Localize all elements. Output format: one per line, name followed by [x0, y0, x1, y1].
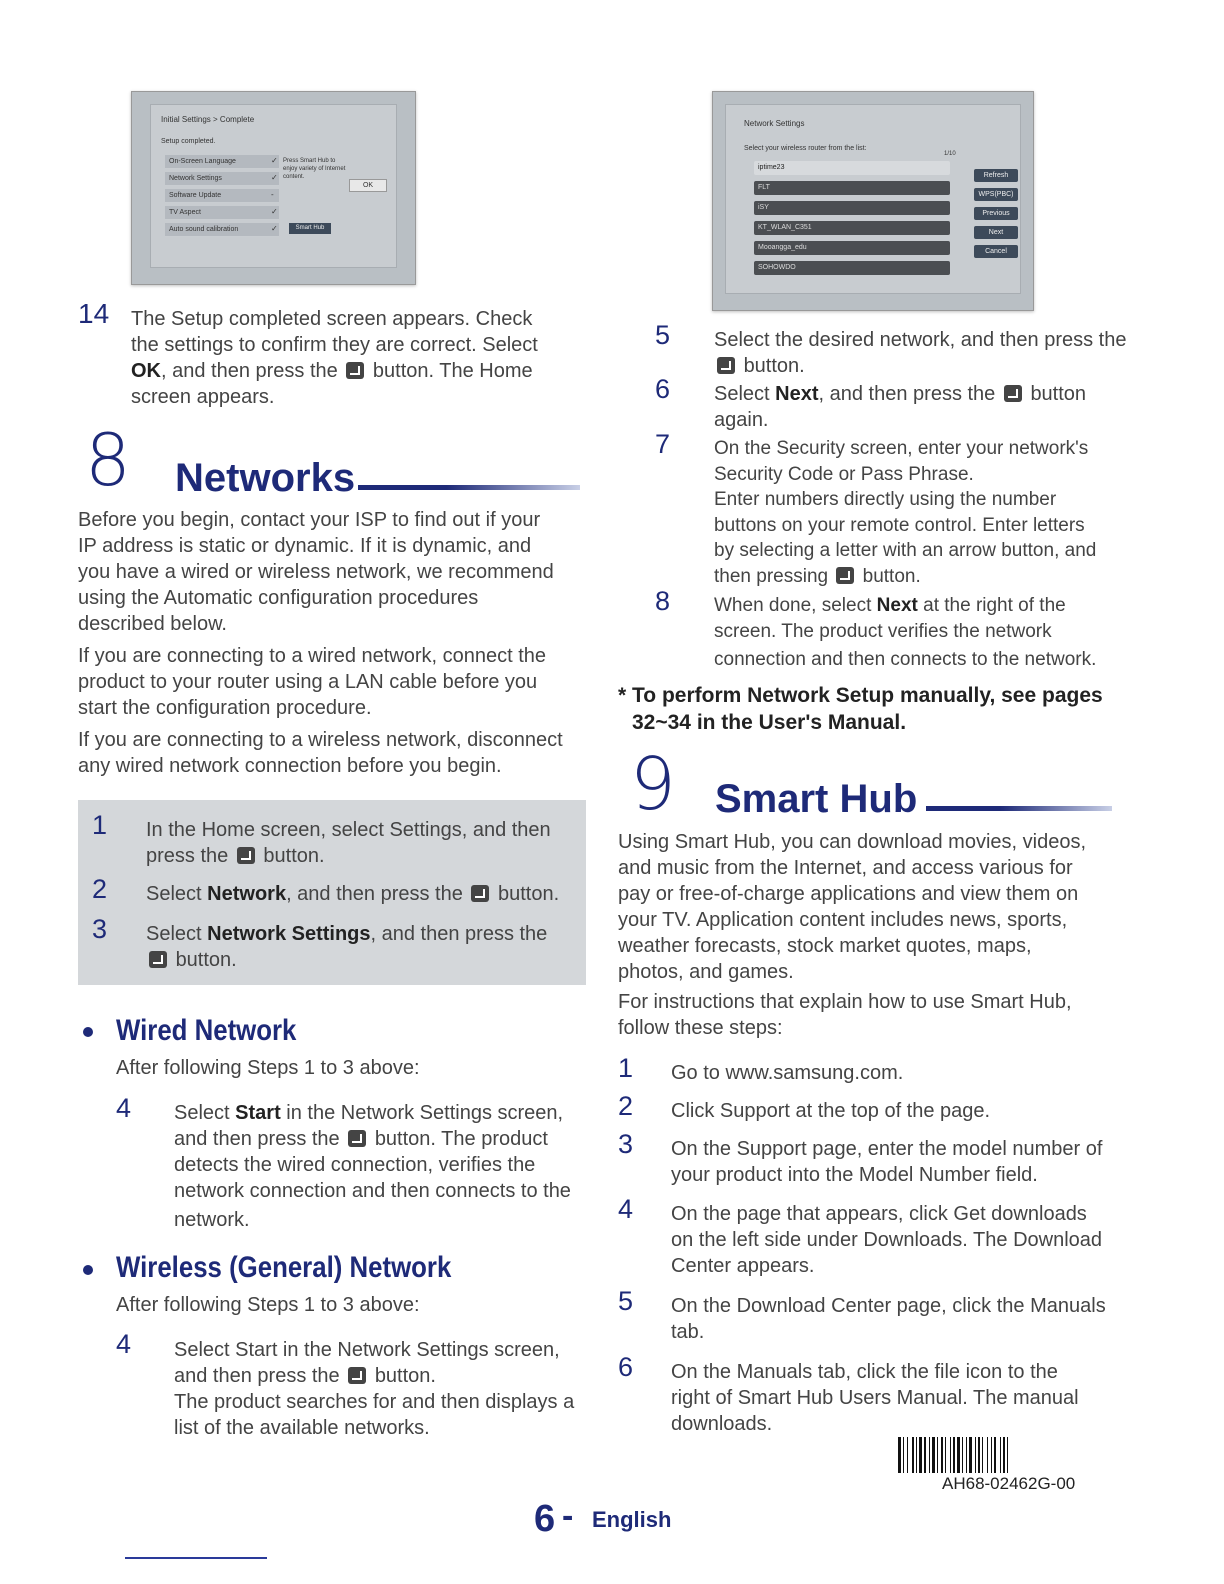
text-line: Select Start in the Network Settings screen,: [174, 1339, 560, 1361]
footer-rule: [125, 1557, 267, 1559]
router-item[interactable]: KT_WLAN_C351: [754, 221, 950, 235]
text-line: buttons on your remote control. Enter letters: [714, 514, 1085, 536]
title-rule: [926, 806, 1112, 811]
text-span: , and then press the: [370, 923, 548, 945]
text-line: Using Smart Hub, you can download movies, videos,: [618, 831, 1087, 853]
text-span: When done, select: [714, 595, 872, 616]
router-item[interactable]: iSY: [754, 201, 950, 215]
previous-button[interactable]: Previous: [974, 207, 1018, 220]
text-line: your product into the Model Number field.: [671, 1164, 1038, 1186]
setup-screen-panel: [150, 104, 397, 268]
step-1-text: [146, 817, 576, 869]
enter-icon: [149, 951, 167, 968]
text-line: pay or free-of-charge applications and view them on: [618, 883, 1079, 905]
networks-intro: [78, 507, 593, 779]
text-line: connection and then connects to the network.: [714, 649, 1097, 670]
text-line: follow these steps:: [618, 1017, 783, 1039]
text-span: at the right of the: [923, 595, 1066, 616]
text-line: The product searches for and then displays a: [174, 1391, 575, 1413]
text-span: then pressing: [714, 565, 829, 587]
text-line: [714, 381, 1144, 407]
text-line: On the Support page, enter the model number of: [671, 1138, 1103, 1160]
text-line: Go to www.samsung.com.: [671, 1062, 904, 1084]
setup-screen-title: Initial Settings > Complete: [161, 115, 255, 124]
text-span: Select: [714, 383, 770, 405]
wps-button[interactable]: WPS(PBC): [974, 188, 1018, 201]
check-icon: ✓: [271, 224, 278, 233]
text-line: On the page that appears, click Get downloads: [671, 1203, 1087, 1225]
text-line: by selecting a letter with an arrow button, and: [714, 540, 1097, 561]
wired-after-text: After following Steps 1 to 3 above:: [116, 1057, 420, 1079]
network-label: Network: [207, 883, 287, 905]
text-line: your TV. Application content includes news, sports,: [618, 909, 1068, 931]
right-step-8-text: [714, 593, 1144, 673]
check-icon: ✓: [271, 156, 278, 165]
text-span: and then press the: [174, 1365, 340, 1387]
text-line: [146, 843, 576, 869]
setup-item: TV Aspect: [165, 206, 279, 220]
text-line: [131, 358, 581, 384]
step-number: 4: [116, 1093, 132, 1123]
page-number: 6: [534, 1498, 556, 1540]
manual-setup-note: [618, 682, 1103, 736]
text-line: the settings to confirm they are correct. Select: [131, 334, 538, 356]
step-number: 2: [92, 874, 108, 904]
network-settings-label: Network Settings: [207, 923, 371, 945]
text-line: [714, 593, 1144, 619]
bullet-icon: [83, 1265, 93, 1275]
check-icon: ✓: [271, 173, 278, 182]
text-span: button.: [743, 355, 805, 377]
router-item[interactable]: FLT: [754, 181, 950, 195]
text-line: product to your router using a LAN cable before you: [78, 671, 538, 693]
text-line: screen appears.: [131, 386, 275, 408]
text-line: start the configuration procedure.: [78, 697, 372, 719]
text-line: weather forecasts, stock market quotes, maps,: [618, 935, 1032, 957]
text-span: button.: [263, 845, 325, 867]
network-settings-screenshot: [712, 91, 1034, 311]
step-number: 3: [92, 914, 108, 944]
start-label: Start: [235, 1102, 281, 1124]
check-icon: ✓: [271, 207, 278, 216]
step-number: 1: [92, 810, 108, 840]
text-line: again.: [714, 409, 769, 431]
text-line: IP address is static or dynamic. If it is dynamic, and: [78, 535, 532, 557]
smarthub-step-text: [671, 1098, 1141, 1124]
barcode-number: AH68-02462G-00: [942, 1474, 1076, 1493]
right-step-5-text: [714, 327, 1144, 379]
cancel-button[interactable]: Cancel: [974, 245, 1018, 258]
next-button[interactable]: Next: [974, 226, 1018, 239]
text-span: button.: [374, 1365, 436, 1387]
text-line: [174, 1126, 584, 1152]
smart-hub-button[interactable]: Smart Hub: [289, 223, 331, 234]
wireless-network-heading: Wireless (General) Network: [116, 1251, 452, 1284]
text-line: described below.: [78, 613, 227, 635]
barcode-icon: [898, 1437, 1126, 1473]
step-number: 6: [618, 1352, 634, 1382]
text-line: [146, 947, 576, 973]
smarthub-step-text: [671, 1201, 1141, 1279]
text-line: network.: [174, 1209, 250, 1231]
text-line: list of the available networks.: [174, 1417, 430, 1439]
network-screen-panel: [725, 104, 1021, 294]
text-span: in the Network Settings screen,: [286, 1102, 564, 1124]
wired-step-4-text: [174, 1100, 584, 1233]
text-span: button. The Home: [372, 360, 533, 382]
enter-icon: [348, 1130, 366, 1147]
text-line: On the Download Center page, click the Manuals: [671, 1295, 1106, 1317]
text-line: If you are connecting to a wired network, connect the: [78, 645, 547, 667]
wired-network-heading: Wired Network: [116, 1014, 297, 1047]
enter-icon: [836, 567, 854, 584]
section-number: 9: [630, 742, 676, 826]
text-line: [174, 1363, 584, 1389]
page-language: English: [592, 1507, 672, 1532]
smarthub-step-text: [671, 1293, 1141, 1345]
enter-icon: [471, 885, 489, 902]
text-line: right of Smart Hub Users Manual. The manual: [671, 1387, 1079, 1409]
bullet-icon: [83, 1027, 93, 1037]
next-label: Next: [775, 383, 819, 405]
ok-button[interactable]: OK: [349, 179, 387, 192]
text-line: The Setup completed screen appears. Check: [131, 308, 533, 330]
step-number: 4: [116, 1329, 132, 1359]
text-line: downloads.: [671, 1413, 773, 1435]
text-line: 32~34 in the User's Manual.: [632, 711, 907, 734]
page-dash: -: [562, 1497, 574, 1535]
enter-icon: [237, 847, 255, 864]
enter-icon: [717, 357, 735, 374]
text-span: Select: [146, 883, 202, 905]
text-line: Before you begin, contact your ISP to find out if your: [78, 509, 541, 531]
enter-icon: [346, 362, 364, 379]
step-14-text: [131, 306, 581, 410]
wireless-after-text: After following Steps 1 to 3 above:: [116, 1294, 420, 1316]
text-line: In the Home screen, select Settings, and then: [146, 819, 551, 841]
step-number: 8: [655, 586, 671, 616]
text-line: [714, 353, 1144, 379]
text-line: On the Manuals tab, click the file icon to the: [671, 1361, 1058, 1383]
text-line: detects the wired connection, verifies the: [174, 1154, 536, 1176]
step-number: 7: [655, 429, 671, 459]
next-label: Next: [876, 595, 918, 616]
wireless-step-4-text: [174, 1337, 584, 1441]
text-line: Enter numbers directly using the number: [714, 489, 1057, 510]
text-span: , and then press the: [161, 360, 338, 382]
step-number: 14: [78, 298, 110, 329]
text-line: and music from the Internet, and access various for: [618, 857, 1073, 879]
step-number: 4: [618, 1194, 634, 1224]
setup-item: Auto sound calibration: [165, 223, 279, 237]
refresh-button[interactable]: Refresh: [974, 169, 1018, 182]
text-line: photos, and games.: [618, 961, 794, 983]
text-span: Select: [174, 1102, 230, 1124]
smarthub-step-text: [671, 1136, 1141, 1188]
text-line: on the left side under Downloads. The Download: [671, 1229, 1103, 1251]
step-number: 2: [618, 1091, 634, 1121]
ok-label: OK: [131, 360, 161, 382]
text-span: button. The product: [374, 1128, 548, 1150]
text-span: button.: [175, 949, 237, 971]
text-span: press the: [146, 845, 229, 867]
text-span: , and then press the: [286, 883, 463, 905]
text-line: any wired network connection before you begin.: [78, 755, 502, 777]
step-3-text: [146, 921, 576, 973]
setup-complete-screenshot: [131, 91, 416, 285]
text-line: [146, 921, 576, 947]
text-line: On the Security screen, enter your network's: [714, 438, 1089, 459]
setup-screen-subtitle: Setup completed.: [161, 138, 216, 145]
text-line: Select the desired network, and then press the: [714, 329, 1127, 351]
right-step-7-text: [714, 436, 1144, 589]
router-item[interactable]: Mooangga_edu: [754, 241, 950, 255]
setup-item: Network Settings: [165, 172, 279, 186]
text-span: and then press the: [174, 1128, 340, 1150]
step-number: 6: [655, 374, 671, 404]
setup-item: On-Screen Language: [165, 155, 279, 169]
router-item[interactable]: iptime23: [754, 161, 950, 175]
text-line: If you are connecting to a wireless network, disconnect: [78, 729, 563, 751]
text-span: button.: [862, 565, 921, 587]
step-number: 1: [618, 1053, 634, 1083]
text-span: Select: [146, 923, 202, 945]
text-line: Click Support at the top of the page.: [671, 1100, 991, 1122]
enter-icon: [348, 1367, 366, 1384]
network-screen-subtitle: Select your wireless router from the list:: [744, 145, 867, 152]
smart-hub-intro: [618, 829, 1138, 1041]
text-line: Center appears.: [671, 1255, 815, 1277]
title-rule: [358, 485, 580, 490]
right-step-6-text: [714, 381, 1144, 433]
text-line: * To perform Network Setup manually, see pages: [618, 684, 1103, 707]
section-title: Networks: [175, 456, 356, 500]
step-number: 5: [655, 320, 671, 350]
step-number: 3: [618, 1129, 634, 1159]
network-page-indicator: 1/10: [944, 151, 956, 157]
text-line: tab.: [671, 1321, 705, 1343]
text-line: [714, 564, 1144, 590]
text-line: Security Code or Pass Phrase.: [714, 463, 974, 485]
text-line: screen. The product verifies the network: [714, 620, 1052, 642]
dash-icon: -: [271, 190, 274, 199]
network-screen-title: Network Settings: [744, 119, 805, 128]
section-number: 8: [85, 418, 131, 502]
section-title: Smart Hub: [715, 777, 918, 821]
setup-item: Software Update: [165, 189, 279, 203]
text-span: , and then press the: [818, 383, 996, 405]
step-number: 5: [618, 1286, 634, 1316]
step-2-text: [146, 881, 576, 907]
text-line: you have a wired or wireless network, we recommend: [78, 561, 554, 583]
text-line: [174, 1100, 584, 1126]
text-span: button: [1030, 383, 1087, 405]
text-span: button.: [497, 883, 560, 905]
setup-note: Press Smart Hub to enjoy variety of Internet content.: [283, 158, 346, 180]
text-line: network connection and then connects to the: [174, 1180, 571, 1202]
text-line: For instructions that explain how to use Smart Hub,: [618, 991, 1072, 1013]
router-item[interactable]: SOHOWDO: [754, 261, 950, 275]
enter-icon: [1004, 385, 1022, 402]
text-line: using the Automatic configuration procedures: [78, 587, 479, 609]
smarthub-step-text: [671, 1060, 1141, 1086]
smarthub-step-text: [671, 1359, 1141, 1437]
